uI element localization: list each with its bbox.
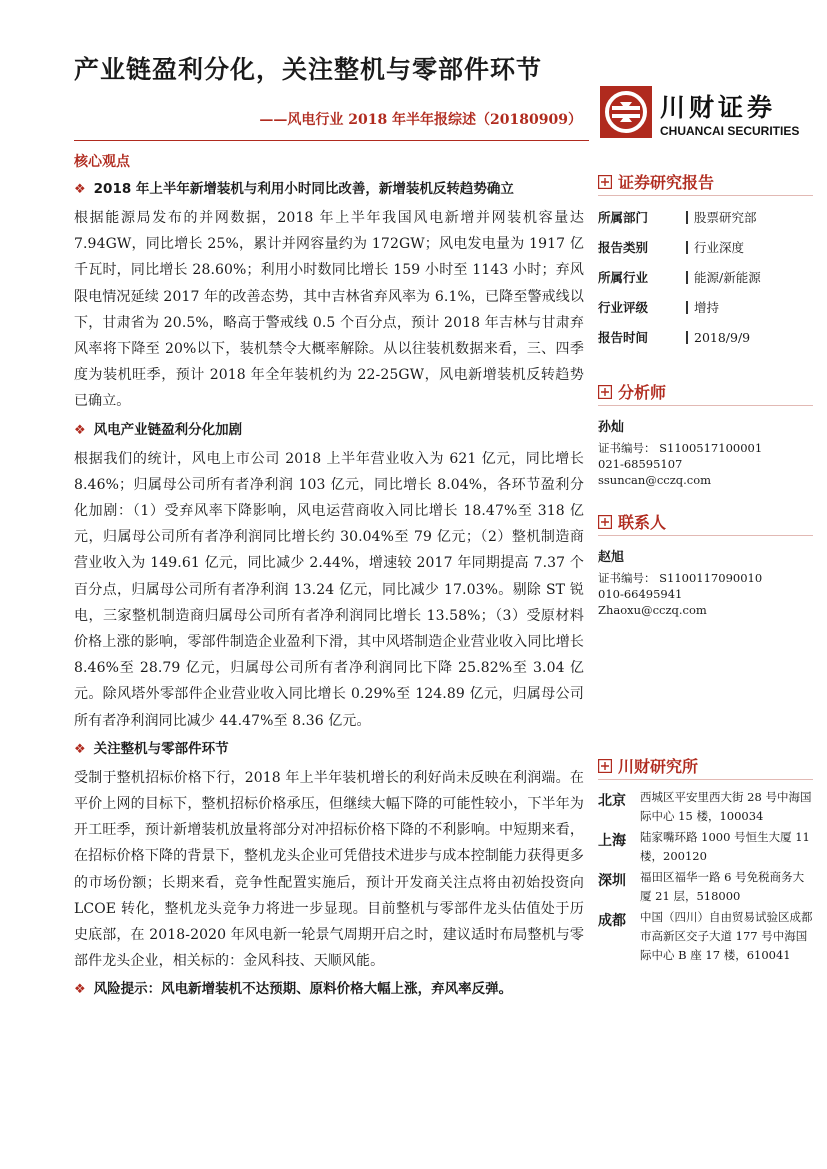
section-heading	[74, 178, 584, 201]
office-city: 北京	[598, 793, 626, 809]
contact-email[interactable]: Zhaoxu@cczq.com	[598, 603, 707, 617]
chuancai-logo-icon	[600, 86, 652, 138]
risk-warning	[74, 978, 584, 1001]
section-heading	[74, 738, 584, 761]
info-value: 增持	[686, 301, 719, 314]
report-info-row	[598, 322, 813, 352]
analyst-email[interactable]: ssuncan@cczq.com	[598, 473, 712, 487]
section-paragraph: 根据我们的统计，风电上市公司 2018 上半年营业收入为 621 亿元，同比增长 8.46%；归属母公司所有者净利润 103 亿元，同比增长 8.04%，各环节盈利分化加剧：（1）受弃风率下降影响，风电运营商收入同比增长 18.47%至 318 亿元，归属母公司所有者净利润同比增长约 30.04%至 79 亿元；（2）整机制造商营业收入为 149.61 亿元，同比减少 2.44%，增速较 2017 年同期提高 7.37 个百分点，归属母公司所有者净利润 13.24 亿元，同比减少 17.03%。剔除 ST 锐电，三家整机制造商归属母公司所有者净利润同比增长 13.58%；（3）受原材料价格上涨的影响，零部件制造企业盈利下滑，其中风塔制造企业营业收入同比增长 8.46%至 28.79 亿元，归属母公司所有者净利润同比下降 25.82%至 3.04 亿元。除风塔外零部件企业营业收入同比增长 0.29%至 124.89 亿元，归属母公司所有者净利润同比减少 44.47%至 8.36 亿元。	[74, 450, 584, 729]
diamond-bullet-icon: ❖	[74, 422, 86, 438]
section-heading-text: 2018 年上半年新增装机与利用小时同比改善，新增装机反转趋势确立	[93, 181, 514, 197]
report-info-row	[598, 202, 813, 232]
section-heading-text: 关注整机与零部件环节	[93, 740, 229, 757]
logo-name-cn: 川财证券	[660, 93, 777, 122]
info-key: 所属行业	[598, 270, 649, 285]
institute-heading: 川财研究所	[598, 752, 813, 780]
section-marker-icon	[598, 175, 612, 189]
section-marker-icon	[598, 759, 612, 773]
info-key: 所属部门	[598, 210, 649, 225]
office-city: 成都	[598, 913, 626, 929]
core-views-column	[74, 150, 584, 1001]
diamond-bullet-icon: ❖	[74, 741, 86, 757]
section-paragraph: 受制于整机招标价格下行，2018 年上半年装机增长的利好尚未反映在利润端。在平价上网的目标下，整机招标价格承压，但继续大幅下降的可能性较小，下半年为开工旺季，预计新增装机放量将部分对冲招标价格下降的不利影响。中短期来看，在招标价格下降的背景下，整机龙头企业可凭借技术进步与成本控制能力获得更多的市场份额；长期来看，竞争性配置实施后，预计开发商关注点将由初始投资向 LCOE 转化，整机龙头竞争力将进一步显现。目前整机与零部件龙头估值处于历史底部，在 2018-2020 年风电新一轮景气周期开启之时，建议适时布局整机与零部件龙头企业，相关标的：金风科技、天顺风能。	[74, 769, 584, 970]
section-marker-icon	[598, 515, 612, 529]
office-address: 福田区福华一路 6 号免税商务大厦 21 层，518000	[640, 870, 805, 903]
contact-heading: 联系人	[598, 508, 813, 536]
analyst-heading: 分析师	[598, 378, 813, 406]
report-info-row	[598, 262, 813, 292]
analyst-card	[598, 420, 813, 488]
office-address: 西城区平安里西大街 28 号中海国际中心 15 楼，100034	[640, 790, 812, 823]
report-info-heading: 证券研究报告	[598, 168, 813, 196]
info-value: 能源/新能源	[686, 271, 761, 284]
office-address: 中国（四川）自由贸易试验区成都市高新区交子大道 177 号中海国际中心 B 座 17 楼，610041	[640, 910, 813, 962]
contact-card	[598, 550, 813, 618]
office-item	[598, 788, 813, 826]
risk-warning-text: 风险提示：风电新增装机不达预期、原料价格大幅上涨，弃风率反弹。	[93, 981, 513, 998]
office-city: 深圳	[598, 873, 626, 889]
company-logo	[600, 86, 800, 142]
section-paragraph: 根据能源局发布的并网数据，2018 年上半年我国风电新增并网装机容量达 7.94GW，同比增长 25%，累计并网容量约为 172GW；风电发电量为 1917 亿千瓦时，同比增长 28.60%；利用小时数同比增长 159 小时至 1143 小时；弃风限电情况延续 2017 年的改善态势，其中吉林省弃风率为 6.1%，已降至警戒线以下，甘肃省为 20.5%，略高于警戒线 0.5 个百分点，预计 2018 年吉林与甘肃弃风率将下降至 20%以下，装机禁令大概率解除。从以往装机数据来看，三、四季度为装机旺季，预计 2018 年全年装机约为 22-25GW，风电新增装机反转趋势已确立。	[74, 210, 584, 410]
analyst-phone: 021-68595107	[598, 457, 683, 471]
header-divider	[74, 140, 589, 141]
section-heading-text: 风电产业链盈利分化加剧	[93, 421, 243, 438]
report-subtitle: ——风电行业 2018 年半年报综述（20180909）	[259, 112, 582, 128]
info-key: 报告时间	[598, 330, 649, 345]
info-key: 报告类别	[598, 240, 649, 255]
contact-name: 赵旭	[598, 550, 625, 565]
office-item	[598, 868, 813, 906]
report-title: 产业链盈利分化，关注整机与零部件环节	[74, 55, 543, 84]
contact-phone: 010-66495941	[598, 587, 683, 601]
section-heading	[74, 419, 584, 442]
report-info-row	[598, 292, 813, 322]
diamond-bullet-icon: ❖	[74, 182, 86, 197]
office-item	[598, 908, 813, 965]
core-views-label: 核心观点	[74, 154, 130, 170]
analyst-cert: 证书编号： S1100517100001	[598, 441, 763, 455]
logo-name-en: CHUANCAI SECURITIES	[660, 124, 800, 138]
info-key: 行业评级	[598, 300, 649, 315]
report-info-row	[598, 232, 813, 262]
sidebar	[598, 168, 813, 965]
analyst-name: 孙灿	[598, 420, 625, 435]
info-value: 2018/9/9	[686, 331, 750, 344]
diamond-bullet-icon: ❖	[74, 982, 86, 998]
section-marker-icon	[598, 385, 612, 399]
office-item	[598, 828, 813, 866]
contact-cert: 证书编号： S1100117090010	[598, 571, 763, 585]
info-value: 股票研究部	[686, 211, 757, 224]
office-address: 陆家嘴环路 1000 号恒生大厦 11 楼，200120	[640, 830, 810, 863]
info-value: 行业深度	[686, 241, 744, 254]
office-city: 上海	[598, 833, 626, 849]
